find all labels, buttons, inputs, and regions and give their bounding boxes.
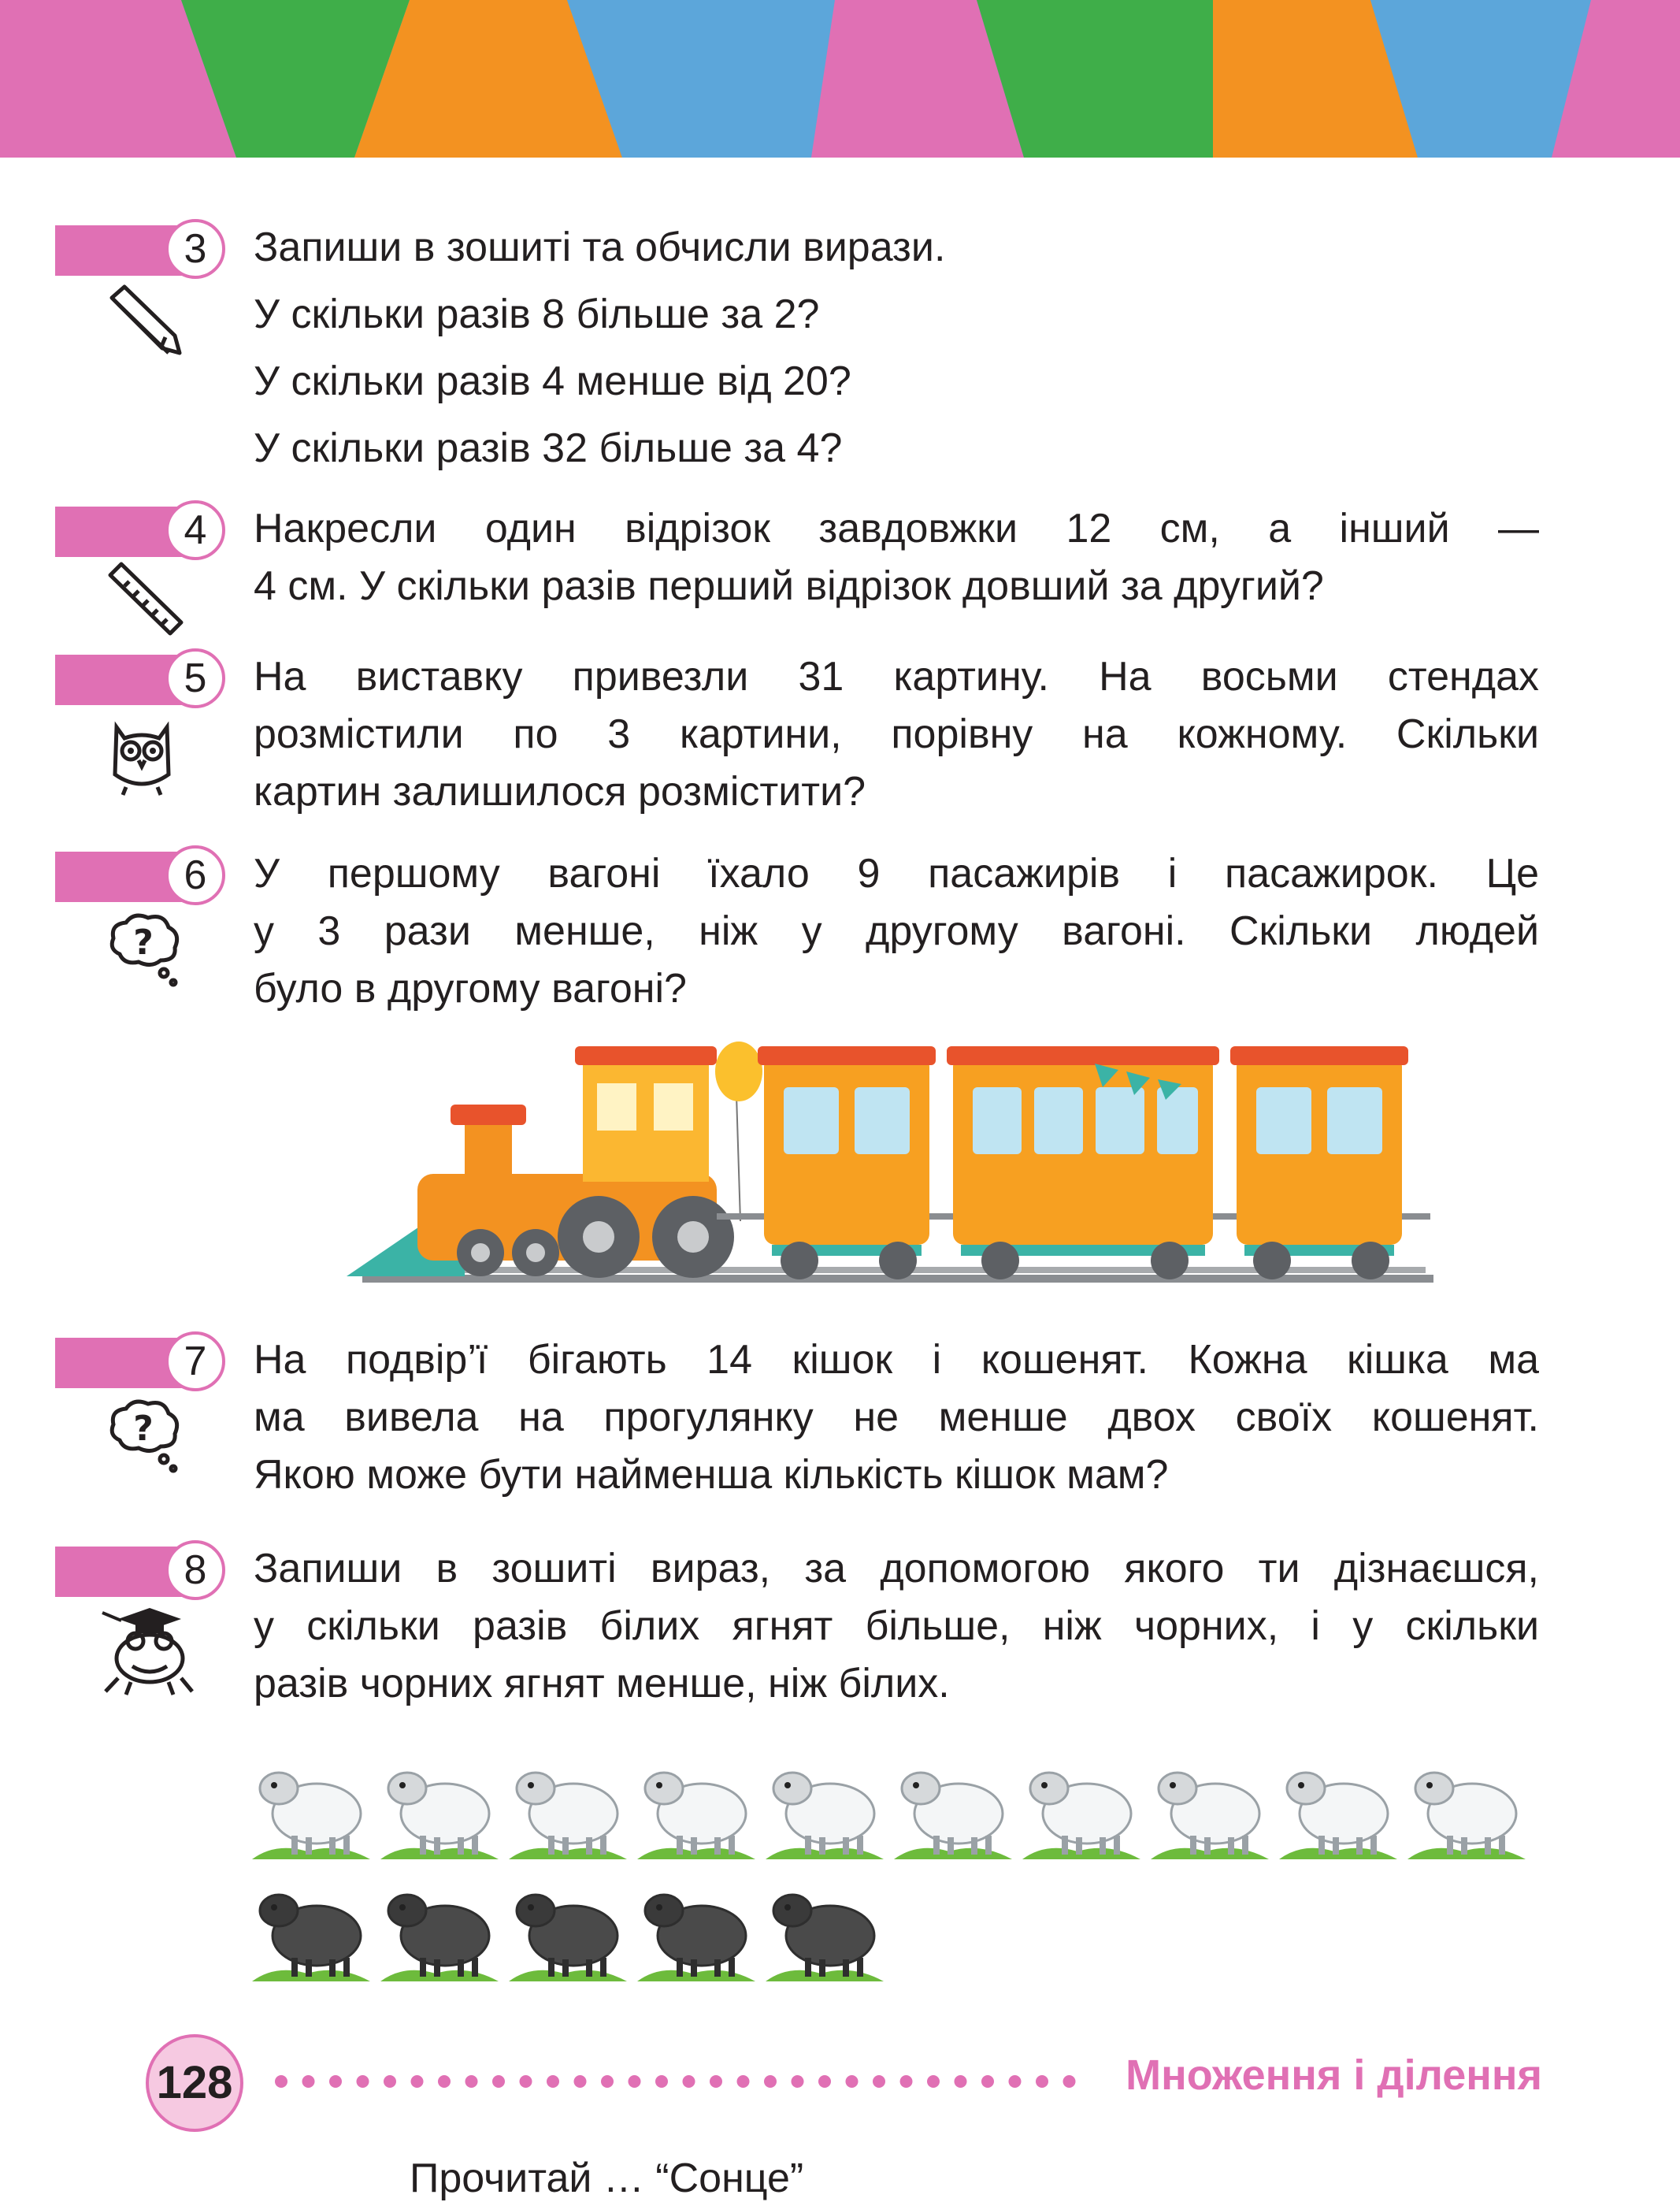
- task-text: [254, 219, 1539, 477]
- task-text: [254, 1540, 1539, 1713]
- divider-dot: [1063, 2075, 1076, 2088]
- section-title: Множення і ділення: [1126, 2052, 1542, 2099]
- divider-dot: [520, 2075, 532, 2088]
- divider-dot: [955, 2075, 967, 2088]
- divider-dot: [492, 2075, 505, 2088]
- divider-dot: [547, 2075, 559, 2088]
- task-line: розмістили по 3 картини, порівну на кожному. Скільки: [254, 711, 1539, 757]
- frog-graduate-icon: [95, 1603, 197, 1698]
- white-lamb: [252, 1773, 370, 1859]
- task-line: у 3 рази менше, ніж у другому вагоні. Скільки людей: [254, 908, 1539, 954]
- divider-dot: [357, 2075, 369, 2088]
- black-lamb: [252, 1895, 370, 1981]
- task-number: 3: [165, 219, 225, 279]
- divider-dot: [411, 2075, 424, 2088]
- black-lamb: [509, 1895, 627, 1981]
- divider-dot: [737, 2075, 750, 2088]
- divider-dot: [873, 2075, 885, 2088]
- task-text: [254, 500, 1539, 615]
- task-text: [254, 845, 1539, 1018]
- white-lamb: [1022, 1773, 1140, 1859]
- white-lamb: [894, 1773, 1012, 1859]
- task-line: У першому вагоні їхало 9 пасажирів і пасажирок. Це: [254, 851, 1539, 897]
- black-lamb: [380, 1895, 499, 1981]
- divider-dot: [900, 2075, 913, 2088]
- white-lamb: [380, 1773, 499, 1859]
- divider-dot: [818, 2075, 831, 2088]
- page-number: 128: [146, 2034, 243, 2132]
- divider-dot: [981, 2075, 994, 2088]
- divider-dot: [629, 2075, 641, 2088]
- divider-dot: [927, 2075, 940, 2088]
- divider-dot: [655, 2075, 668, 2088]
- task-line: було в другому вагоні?: [254, 966, 687, 1012]
- divider-dot: [1036, 2075, 1048, 2088]
- task-line: 4 см. У скільки разів перший відрізок довший за другий?: [254, 563, 1324, 609]
- white-lamb: [1279, 1773, 1397, 1859]
- divider-dot: [275, 2075, 287, 2088]
- task-number: 8: [165, 1540, 225, 1600]
- task-number: 5: [165, 648, 225, 708]
- task-line: ма вивела на прогулянку не менше двох своїх кошенят.: [254, 1394, 1539, 1440]
- black-lambs-row: [252, 1871, 898, 1997]
- divider-dot: [438, 2075, 451, 2088]
- white-lamb: [766, 1773, 884, 1859]
- svg-text:?: ?: [133, 1409, 154, 1449]
- ruler-icon: [102, 559, 189, 638]
- task-text: [254, 1331, 1539, 1504]
- task-line: На виставку привезли 31 картину. На восьми стендах: [254, 654, 1539, 700]
- black-lamb: [637, 1895, 755, 1981]
- task-line: Якою може бути найменша кількість кішок мам?: [254, 1452, 1169, 1498]
- divider-dot: [465, 2075, 478, 2088]
- task-text: [254, 648, 1539, 821]
- pencil-icon: [102, 280, 189, 359]
- task-line: На подвір’ї бігають 14 кішок і кошенят. Кожна кішка ма: [254, 1337, 1539, 1383]
- divider-dot: [792, 2075, 804, 2088]
- task-line: Запиши в зошиті вираз, за допомогою якого ти дізнаєшся,: [254, 1546, 1539, 1591]
- white-lamb: [1151, 1773, 1269, 1859]
- top-banner: [0, 0, 1680, 158]
- svg-text:?: ?: [133, 923, 154, 963]
- divider-dot: [601, 2075, 614, 2088]
- bullet-item: У скільки разів 32 більше за 4?: [254, 420, 1539, 477]
- divider-dot: [574, 2075, 587, 2088]
- task-line: разів чорних ягнят менше, ніж білих.: [254, 1661, 950, 1706]
- divider-dot: [302, 2075, 315, 2088]
- white-lamb: [509, 1773, 627, 1859]
- thought-question-icon: [102, 1394, 189, 1473]
- bullet-item: У скільки разів 4 менше від 20?: [254, 353, 1539, 410]
- train-illustration: [347, 1024, 1449, 1292]
- dotted-divider: [272, 2062, 1091, 2101]
- divider-dot: [764, 2075, 777, 2088]
- divider-dot: [683, 2075, 695, 2088]
- task-number: 7: [165, 1331, 225, 1391]
- task-line: картин залишилося розмістити?: [254, 769, 866, 815]
- divider-dot: [846, 2075, 859, 2088]
- divider-dot: [329, 2075, 342, 2088]
- bullet-item: У скільки разів 8 більше за 2?: [254, 286, 1539, 343]
- task-number: 6: [165, 845, 225, 905]
- divider-dot: [710, 2075, 722, 2088]
- white-lambs-row: [252, 1749, 1544, 1867]
- owl-icon: [102, 711, 181, 798]
- thought-question-icon: [102, 908, 189, 987]
- task-number: 4: [165, 500, 225, 560]
- divider-dot: [384, 2075, 396, 2088]
- task-line: Накресли один відрізок завдовжки 12 см, а інший —: [254, 506, 1539, 551]
- black-lamb: [766, 1895, 884, 1981]
- divider-dot: [1009, 2075, 1022, 2088]
- white-lamb: [637, 1773, 755, 1859]
- white-lamb: [1407, 1773, 1526, 1859]
- task-line: Запиши в зошиті та обчисли вирази.: [254, 225, 946, 270]
- cutoff-text-line: Прочитай … “Сонце”: [410, 2156, 804, 2201]
- task-line: у скільки разів білих ягнят більше, ніж чорних, і у скільки: [254, 1603, 1539, 1649]
